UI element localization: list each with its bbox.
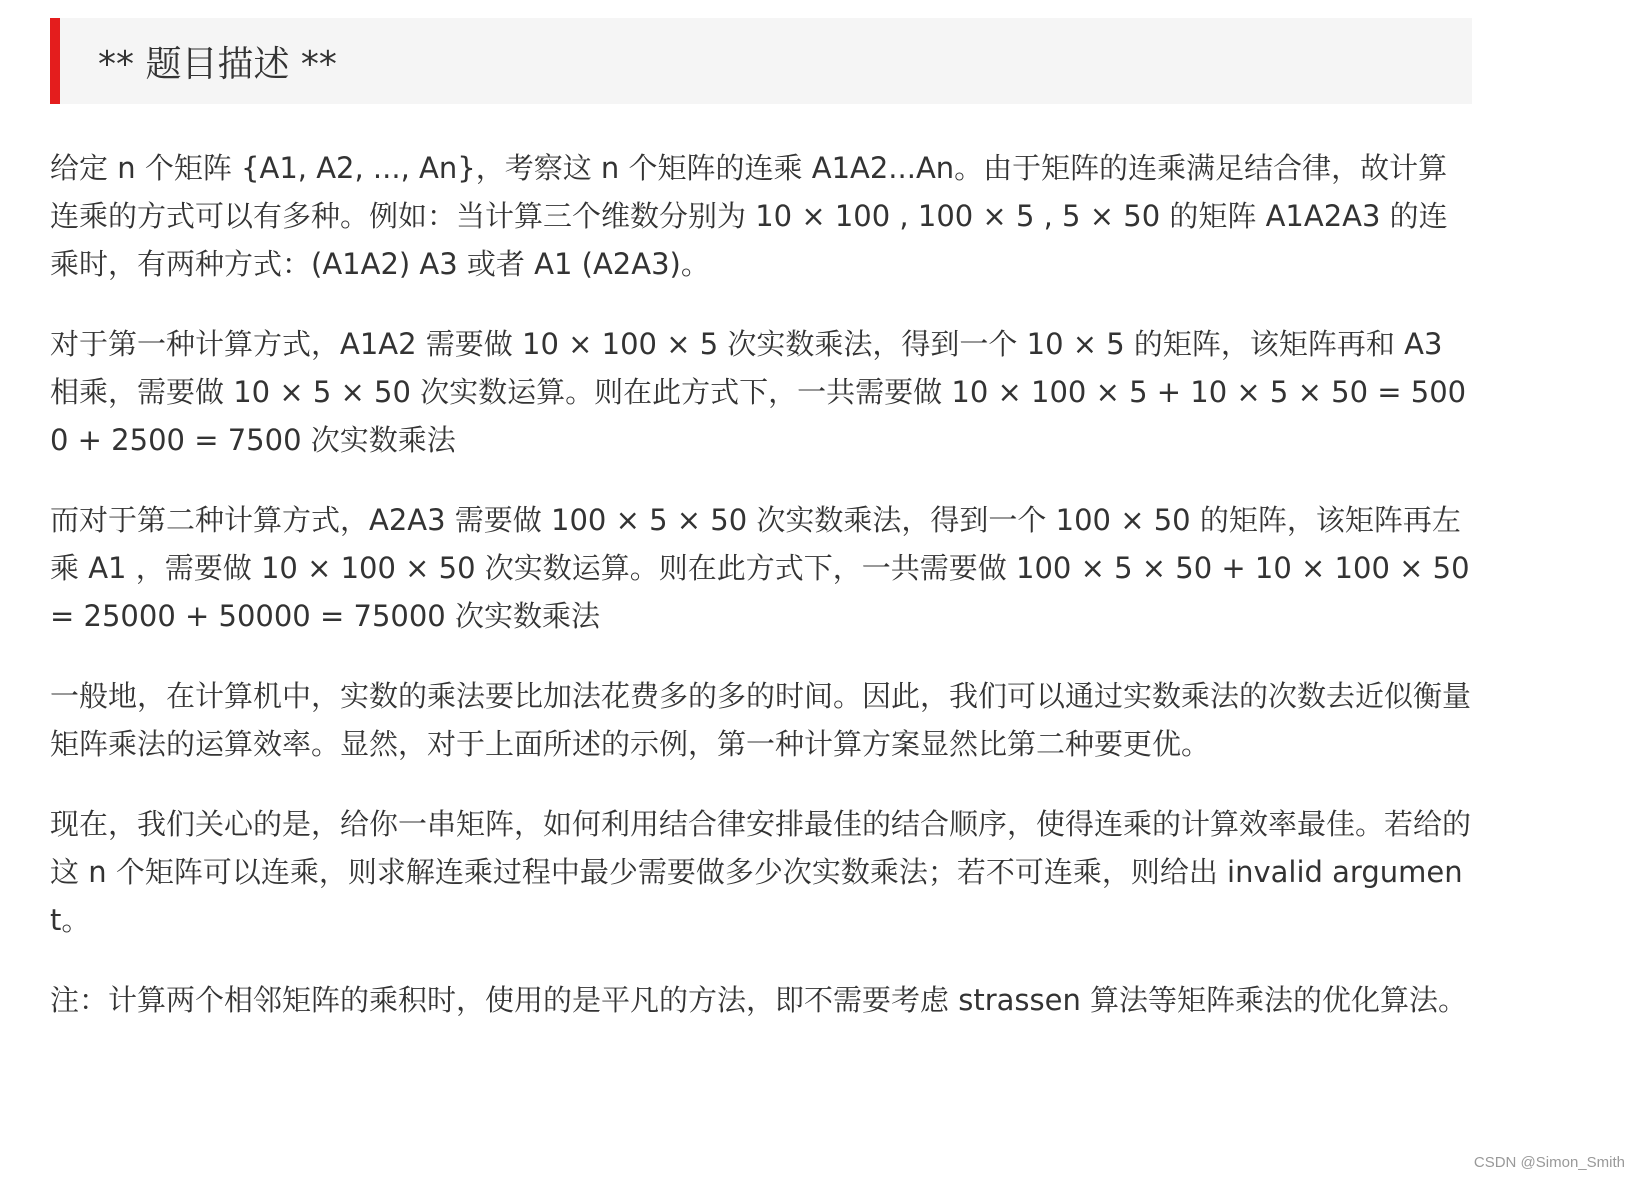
- paragraph-note: 注：计算两个相邻矩阵的乘积时，使用的是平凡的方法，即不需要考虑 strassen 算法等矩阵乘法的优化算法。: [50, 983, 1468, 1017]
- heading-text: ** 题目描述 **: [98, 43, 337, 85]
- article-content: [50, 18, 1472, 1056]
- paragraph-task: 现在，我们关心的是，给你一串矩阵，如何利用结合律安排最佳的结合顺序，使得连乘的计算效率最佳。若给的这 n 个矩阵可以连乘，则求解连乘过程中最少需要做多少次实数乘法；若不可连乘，则给出 invalid argument。: [50, 807, 1472, 937]
- paragraph-second-method: 而对于第二种计算方式，A2A3 需要做 100 × 5 × 50 次实数乘法，得到一个 100 × 50 的矩阵，该矩阵再左乘 A1 ，需要做 10 × 100 × 50 次实数运算。则在此方式下，一共需要做 100 × 5 × 50 + 10 × 100 × 50 = 25000 + 50000 = 75000 次实数乘法: [50, 503, 1470, 633]
- paragraph-first-method: 对于第一种计算方式，A1A2 需要做 10 × 100 × 5 次实数乘法，得到一个 10 × 5 的矩阵，该矩阵再和 A3 相乘，需要做 10 × 5 × 50 次实数运算。则在此方式下，一共需要做 10 × 100 × 5 + 10 × 5 × 50 = 5000 + 2500 = 7500 次实数乘法: [50, 327, 1467, 457]
- csdn-watermark: CSDN @Simon_Smith: [1473, 1154, 1625, 1171]
- section-heading: [50, 18, 1472, 104]
- paragraph-definition: 给定 n 个矩阵 {A1, A2, ..., An}，考察这 n 个矩阵的连乘 A1A2...An。由于矩阵的连乘满足结合律，故计算连乘的方式可以有多种。例如：当计算三个维数分别为 10 × 100 , 100 × 5 , 5 × 50 的矩阵 A1A2A3 的连乘时，有两种方式：(A1A2) A3 或者 A1 (A2A3)。: [50, 151, 1448, 281]
- paragraph-efficiency: 一般地，在计算机中，实数的乘法要比加法花费多的多的时间。因此，我们可以通过实数乘法的次数去近似衡量矩阵乘法的运算效率。显然，对于上面所述的示例，第一种计算方案显然比第二种要更优。: [50, 679, 1472, 761]
